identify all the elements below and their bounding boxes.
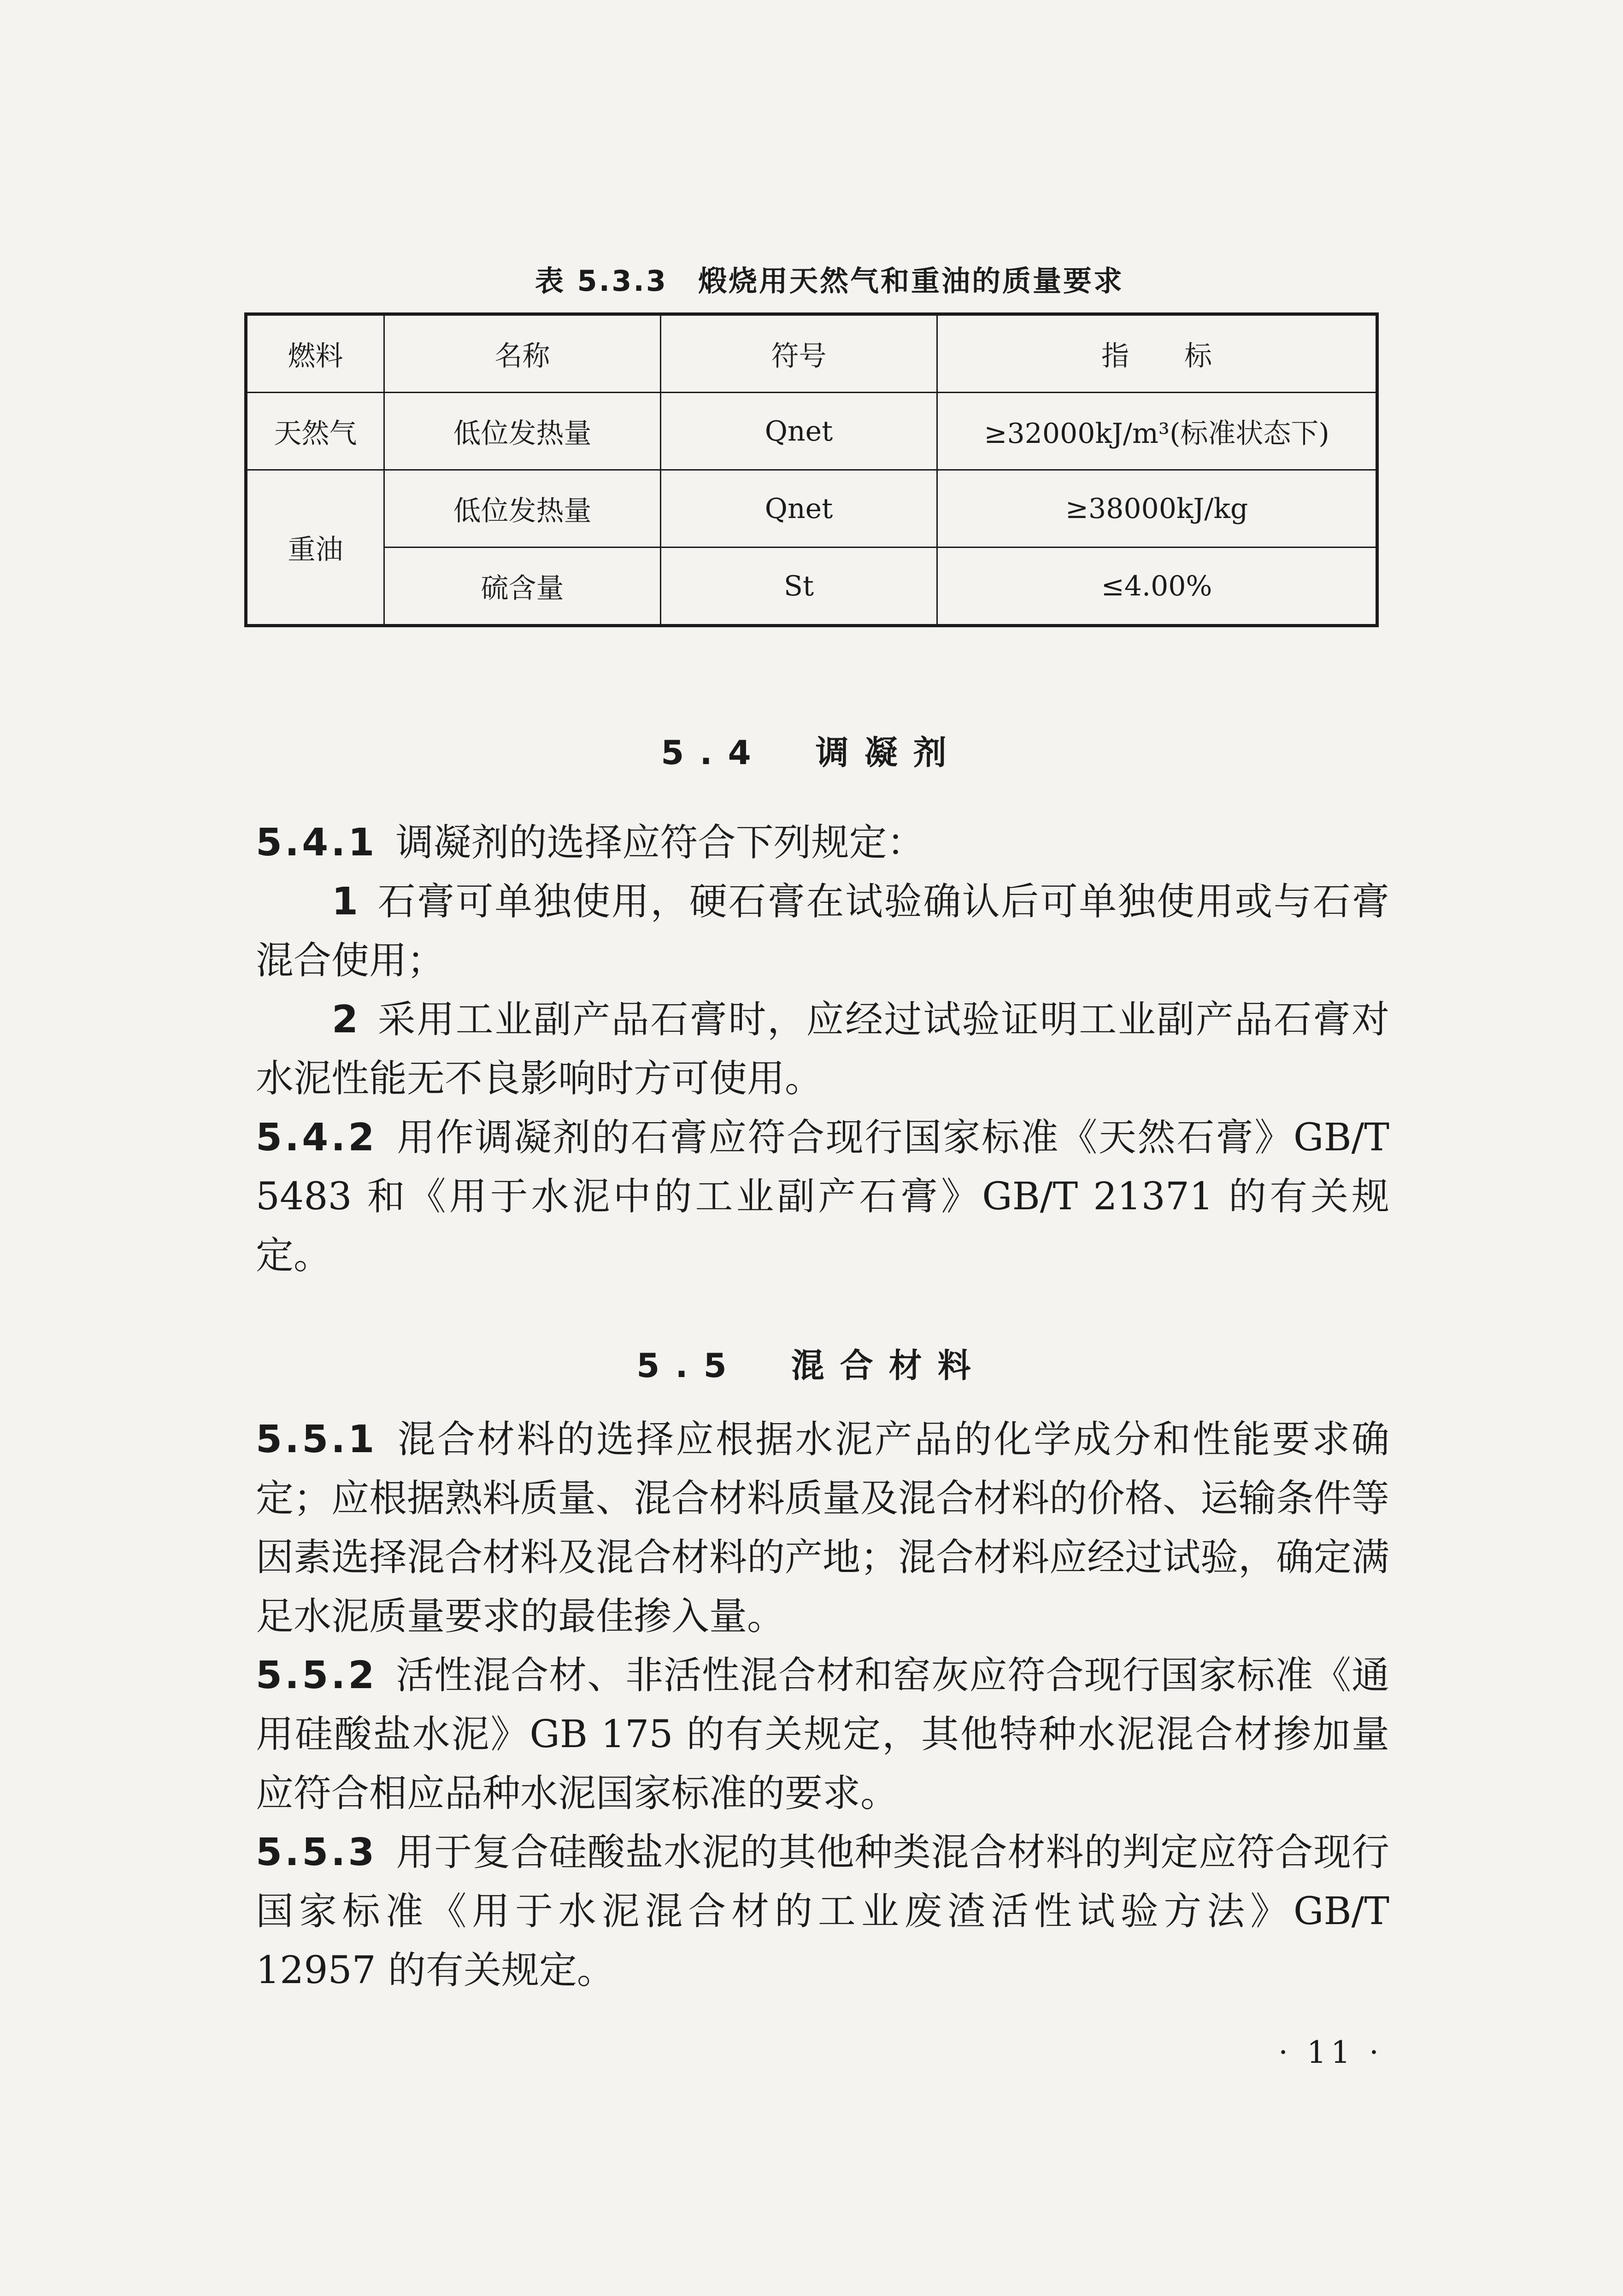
- cell-symbol: St: [661, 548, 937, 626]
- clause-text: 混合材料的选择应根据水泥产品的化学成分和性能要求确定；应根据熟料质量、混合材料质量及混合材料的价格、运输条件等因素选择混合材料及混合材料的产地；混合材料应经过试验，确定满足水泥质量要求的最佳掺入量。: [256, 1418, 1390, 1638]
- section-heading-5-4: 5.4 调凝剂: [661, 733, 962, 772]
- clause-5-4-2: [256, 1108, 1389, 1285]
- clause-number: 5.5.2: [256, 1654, 377, 1697]
- header-name: 名称: [384, 314, 661, 393]
- clause-5-5-3: [256, 1823, 1389, 2000]
- cell-name: 硫含量: [384, 548, 661, 626]
- cell-spec: ≥38000kJ/kg: [937, 470, 1377, 548]
- cell-fuel: 重油: [246, 470, 384, 626]
- header-symbol: 符号: [661, 314, 937, 393]
- clause-5-5-1: [256, 1410, 1389, 1646]
- clause-5-4-1: [256, 813, 1389, 872]
- clause-number: 5.4.1: [256, 821, 377, 865]
- clause-number: 5.5.3: [256, 1831, 377, 1874]
- section-heading-5-5: 5.5 混合材料: [636, 1346, 987, 1385]
- table-header-row: [246, 314, 1377, 393]
- page-number: · 11 ·: [1278, 2035, 1383, 2070]
- clause-text: 用作调凝剂的石膏应符合现行国家标准《天然石膏》GB/T 5483 和《用于水泥中的工业副产石膏》GB/T 21371 的有关规定。: [256, 1116, 1389, 1278]
- table-row: [246, 548, 1377, 626]
- header-fuel: 燃料: [246, 314, 384, 393]
- cell-name: 低位发热量: [384, 470, 661, 548]
- cell-symbol: Qnet: [661, 470, 937, 548]
- table-row: [246, 470, 1377, 548]
- cell-spec: ≤4.00%: [937, 548, 1377, 626]
- header-spec: 指 标: [937, 314, 1377, 393]
- fuel-quality-table: [244, 312, 1379, 627]
- clause-5-5-2: [256, 1646, 1389, 1823]
- clause-text: 调凝剂的选择应符合下列规定：: [395, 821, 925, 865]
- clause-number: 5.5.1: [256, 1418, 377, 1461]
- item-text: 石膏可单独使用，硬石膏在试验确认后可单独使用或与石膏混合使用；: [256, 880, 1389, 983]
- table-row: [246, 393, 1377, 470]
- table-caption: 表 5.3.3 煅烧用天然气和重油的质量要求: [535, 264, 1124, 298]
- clause-number: 5.4.2: [256, 1116, 377, 1160]
- item-text: 采用工业副产品石膏时，应经过试验证明工业副产品石膏对水泥性能无不良影响时方可使用。: [256, 998, 1389, 1101]
- clause-text: 用于复合硅酸盐水泥的其他种类混合材料的判定应符合现行国家标准《用于水泥混合材的工业废渣活性试验方法》GB/T 12957 的有关规定。: [256, 1831, 1389, 1992]
- cell-name: 低位发热量: [384, 393, 661, 470]
- cell-symbol: Qnet: [661, 393, 937, 470]
- section-5-5-body: [256, 1410, 1389, 2000]
- clause-5-4-1-item-1: [256, 872, 1389, 990]
- cell-fuel: 天然气: [246, 393, 384, 470]
- item-number: 1: [332, 880, 359, 924]
- item-number: 2: [332, 998, 359, 1042]
- section-5-4-body: [256, 813, 1389, 1285]
- clause-text: 活性混合材、非活性混合材和窑灰应符合现行国家标准《通用硅酸盐水泥》GB 175 的有关规定，其他特种水泥混合材掺加量应符合相应品种水泥国家标准的要求。: [256, 1654, 1389, 1815]
- cell-spec: ≥32000kJ/m³(标准状态下): [937, 393, 1377, 470]
- clause-5-4-1-item-2: [256, 990, 1389, 1108]
